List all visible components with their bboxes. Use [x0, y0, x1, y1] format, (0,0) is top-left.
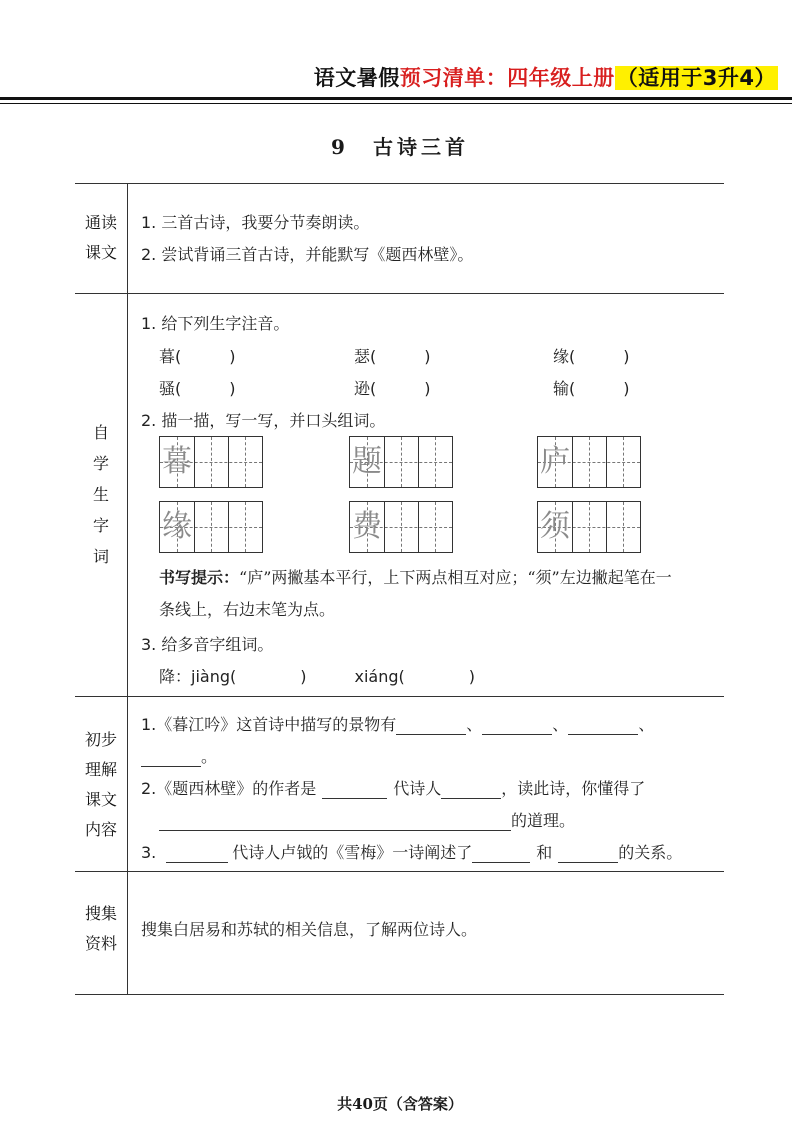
self-study-q2: 2. 描一描，写一写，并口头组词。 — [141, 411, 386, 430]
label-line: 搜集 — [84, 904, 117, 923]
answer-blank[interactable] — [322, 780, 387, 799]
label-line: 课文 — [84, 790, 117, 809]
page-footer: 共40页（含答案） — [337, 1095, 463, 1113]
end-mark: 。 — [201, 747, 218, 766]
q2-end: 的道理。 — [511, 811, 576, 830]
self-study-q1: 1. 给下列生字注音。 — [141, 314, 290, 333]
writing-grid[interactable] — [537, 436, 641, 488]
row-label-collect — [75, 899, 127, 959]
q1-prefix: 1.《暮江吟》这首诗中描写的景物有 — [141, 715, 397, 734]
q3-mid2: 和 — [536, 843, 553, 862]
answer-blank[interactable] — [482, 716, 552, 735]
trace-character: 题 — [352, 444, 382, 479]
lesson-title: 9 古诗三首 — [331, 135, 469, 159]
header-rule-thin — [0, 103, 792, 104]
q3-mid1: 代诗人卢钺的《雪梅》一诗阐述了 — [232, 843, 473, 862]
row-collect — [75, 872, 724, 994]
row-label-self-study — [75, 417, 127, 572]
pinyin-blank[interactable]: 输( ) — [553, 379, 630, 398]
label-line: 资料 — [84, 934, 117, 953]
label-line: 自 — [92, 423, 109, 442]
trace-character: 庐 — [540, 444, 570, 479]
trace-character: 缘 — [162, 509, 192, 544]
answer-blank[interactable] — [141, 748, 201, 767]
answer-blank[interactable] — [472, 844, 530, 863]
q2-prefix: 2.《题西林壁》的作者是 — [141, 779, 317, 798]
q3-prefix: 3. — [141, 843, 157, 862]
q3-end: 的关系。 — [618, 843, 683, 862]
read-item-2: 2. 尝试背诵三首古诗，并能默写《题西林壁》。 — [141, 245, 474, 264]
understand-q1-cont — [141, 744, 217, 767]
label-line: 初步 — [84, 730, 117, 749]
writing-tip-label: 书写提示： — [159, 568, 240, 587]
answer-blank[interactable] — [159, 812, 511, 831]
writing-tip — [159, 562, 718, 594]
writing-tip-cont: 条线上，右边末笔为点。 — [159, 600, 336, 619]
pinyin-blank[interactable]: 暮( ) — [159, 347, 236, 366]
understand-q3 — [141, 840, 682, 863]
label-line: 生 — [92, 485, 109, 504]
polyphone-line[interactable]: 降：jiàng( ) xiáng( ) — [159, 667, 475, 686]
writing-grid[interactable] — [537, 501, 641, 553]
writing-grid[interactable] — [349, 501, 453, 553]
page-header — [314, 62, 778, 92]
separator: 、 — [466, 715, 483, 734]
writing-tip-text1: “庐”两撇基本平行，上下两点相互对应；“须”左边撇起笔在一 — [239, 568, 672, 587]
writing-grid[interactable] — [349, 436, 453, 488]
row-self-study — [75, 294, 724, 697]
header-part2: 预习清单：四年级上册 — [399, 66, 615, 90]
collect-text: 搜集白居易和苏轼的相关信息，了解两位诗人。 — [141, 920, 478, 939]
self-study-q3: 3. 给多音字组词。 — [141, 635, 274, 654]
label-line: 内容 — [84, 820, 117, 839]
writing-grid[interactable] — [159, 501, 263, 553]
read-item-1: 1. 三首古诗，我要分节奏朗读。 — [141, 213, 370, 232]
trace-character: 暮 — [162, 444, 192, 479]
row-read — [75, 184, 724, 294]
row-label-read — [75, 208, 127, 268]
label-line: 学 — [92, 454, 109, 473]
answer-blank[interactable] — [441, 780, 501, 799]
writing-grid[interactable] — [159, 436, 263, 488]
label-line: 词 — [92, 547, 109, 566]
pinyin-blank[interactable]: 瑟( ) — [354, 347, 431, 366]
q2-tail: ，读此诗，你懂得了 — [501, 779, 646, 798]
pinyin-blank[interactable]: 逊( ) — [354, 379, 431, 398]
understand-q2 — [141, 776, 645, 799]
trace-character: 费 — [352, 509, 382, 544]
row-understand — [75, 697, 724, 872]
header-part3: （适用于3升4） — [616, 66, 776, 90]
separator: 、 — [552, 715, 569, 734]
answer-blank[interactable] — [558, 844, 618, 863]
row-label-understand — [75, 725, 127, 845]
understand-q2-cont — [141, 808, 575, 831]
answer-blank[interactable] — [568, 716, 638, 735]
separator: 、 — [638, 715, 655, 734]
label-line: 理解 — [84, 760, 117, 779]
label-line: 字 — [92, 516, 109, 535]
understand-q1 — [141, 712, 654, 735]
pinyin-blank[interactable]: 缘( ) — [553, 347, 630, 366]
pinyin-blank[interactable]: 骚( ) — [159, 379, 236, 398]
preview-table — [75, 183, 724, 995]
header-rule-thick — [0, 97, 792, 100]
answer-blank[interactable] — [166, 844, 228, 863]
label-line: 通读 — [84, 213, 117, 232]
header-part1: 语文暑假 — [313, 66, 400, 90]
label-line: 课文 — [84, 243, 117, 262]
q2-mid: 代诗人 — [393, 779, 442, 798]
trace-character: 须 — [540, 509, 570, 544]
answer-blank[interactable] — [396, 716, 466, 735]
